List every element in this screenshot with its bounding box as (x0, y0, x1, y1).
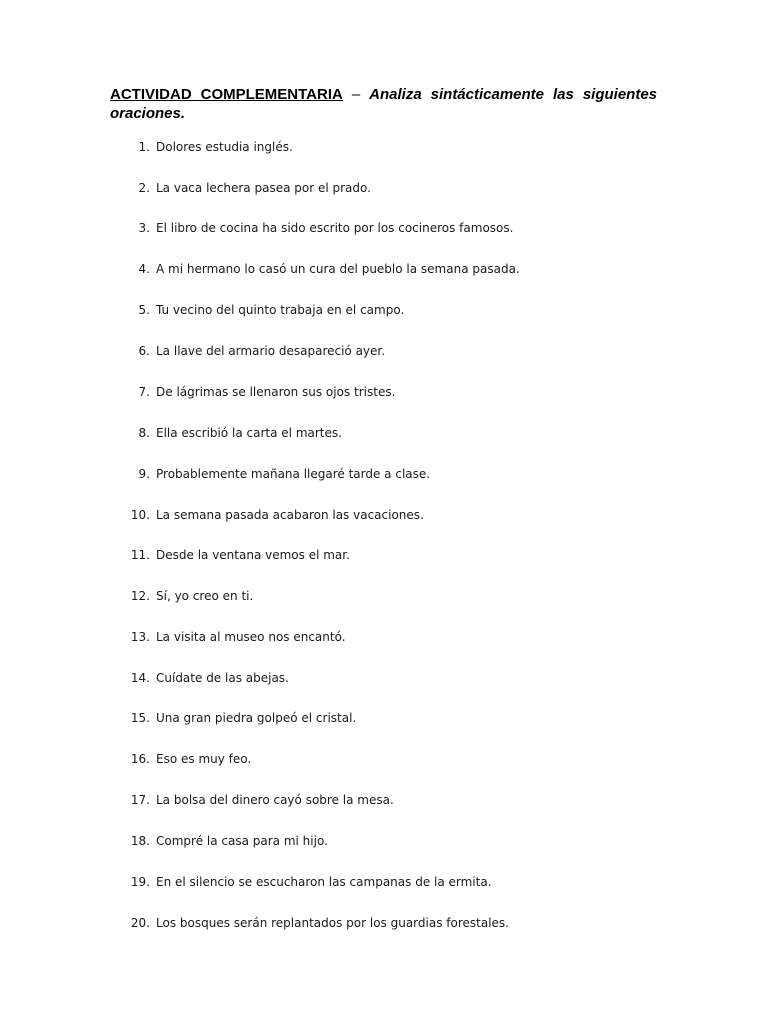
item-number: 2. (138, 181, 150, 195)
item-sentence: El libro de cocina ha sido escrito por los cocineros famosos. (156, 221, 514, 235)
item-number: 16. (130, 752, 150, 766)
item-sentence: La semana pasada acabaron las vacaciones. (156, 508, 424, 522)
item-sentence: Una gran piedra golpeó el cristal. (156, 711, 357, 725)
item-number: 12. (130, 589, 150, 603)
item-number: 6. (138, 344, 150, 358)
item-sentence: Probablemente mañana llegaré tarde a clase. (156, 467, 431, 481)
list-item (0, 586, 768, 606)
list-item (0, 545, 768, 565)
item-sentence: A mi hermano lo casó un cura del pueblo la semana pasada. (156, 262, 520, 276)
item-sentence: La visita al museo nos encantó. (156, 630, 346, 644)
item-number: 19. (130, 875, 150, 889)
list-item (0, 831, 768, 851)
title-separator: – (342, 86, 370, 103)
item-number: 9. (138, 467, 150, 481)
item-sentence: Compré la casa para mi hijo. (156, 834, 328, 848)
item-sentence: Desde la ventana vemos el mar. (156, 548, 350, 562)
item-sentence: De lágrimas se llenaron sus ojos tristes. (156, 385, 396, 399)
list-item (0, 218, 768, 238)
activity-title: ACTIVIDAD COMPLEMENTARIA (110, 86, 343, 103)
list-item (0, 708, 768, 728)
list-item (0, 341, 768, 361)
list-item (0, 749, 768, 769)
list-item (0, 300, 768, 320)
list-item (0, 790, 768, 810)
item-number: 11. (130, 548, 150, 562)
item-sentence: Tu vecino del quinto trabaja en el campo. (156, 303, 405, 317)
list-item (0, 382, 768, 402)
list-item (0, 137, 768, 157)
item-number: 3. (138, 221, 150, 235)
item-number: 10. (130, 508, 150, 522)
item-number: 20. (130, 916, 150, 930)
item-number: 14. (130, 671, 150, 685)
item-sentence: Sí, yo creo en ti. (156, 589, 254, 603)
item-sentence: La llave del armario desapareció ayer. (156, 344, 386, 358)
list-item (0, 178, 768, 198)
item-number: 17. (130, 793, 150, 807)
list-item (0, 913, 768, 933)
item-sentence: La bolsa del dinero cayó sobre la mesa. (156, 793, 394, 807)
item-number: 4. (138, 262, 150, 276)
item-sentence: Dolores estudia inglés. (156, 140, 293, 154)
list-item (0, 627, 768, 647)
list-item (0, 423, 768, 443)
list-item (0, 259, 768, 279)
item-number: 13. (130, 630, 150, 644)
item-number: 1. (138, 140, 150, 154)
item-sentence: Ella escribió la carta el martes. (156, 426, 342, 440)
item-sentence: En el silencio se escucharon las campanas de la ermita. (156, 875, 492, 889)
item-sentence: Los bosques serán replantados por los guardias forestales. (156, 916, 509, 930)
item-number: 18. (130, 834, 150, 848)
item-sentence: Cuídate de las abejas. (156, 671, 289, 685)
list-item (0, 668, 768, 688)
item-sentence: Eso es muy feo. (156, 752, 252, 766)
list-item (0, 464, 768, 484)
list-item (0, 505, 768, 525)
item-number: 7. (138, 385, 150, 399)
item-number: 8. (138, 426, 150, 440)
item-number: 5. (138, 303, 150, 317)
item-sentence: La vaca lechera pasea por el prado. (156, 181, 371, 195)
item-number: 15. (130, 711, 150, 725)
activity-instruction: Analiza sintácticamente las siguientes oraciones. (110, 86, 658, 122)
list-item (0, 872, 768, 892)
